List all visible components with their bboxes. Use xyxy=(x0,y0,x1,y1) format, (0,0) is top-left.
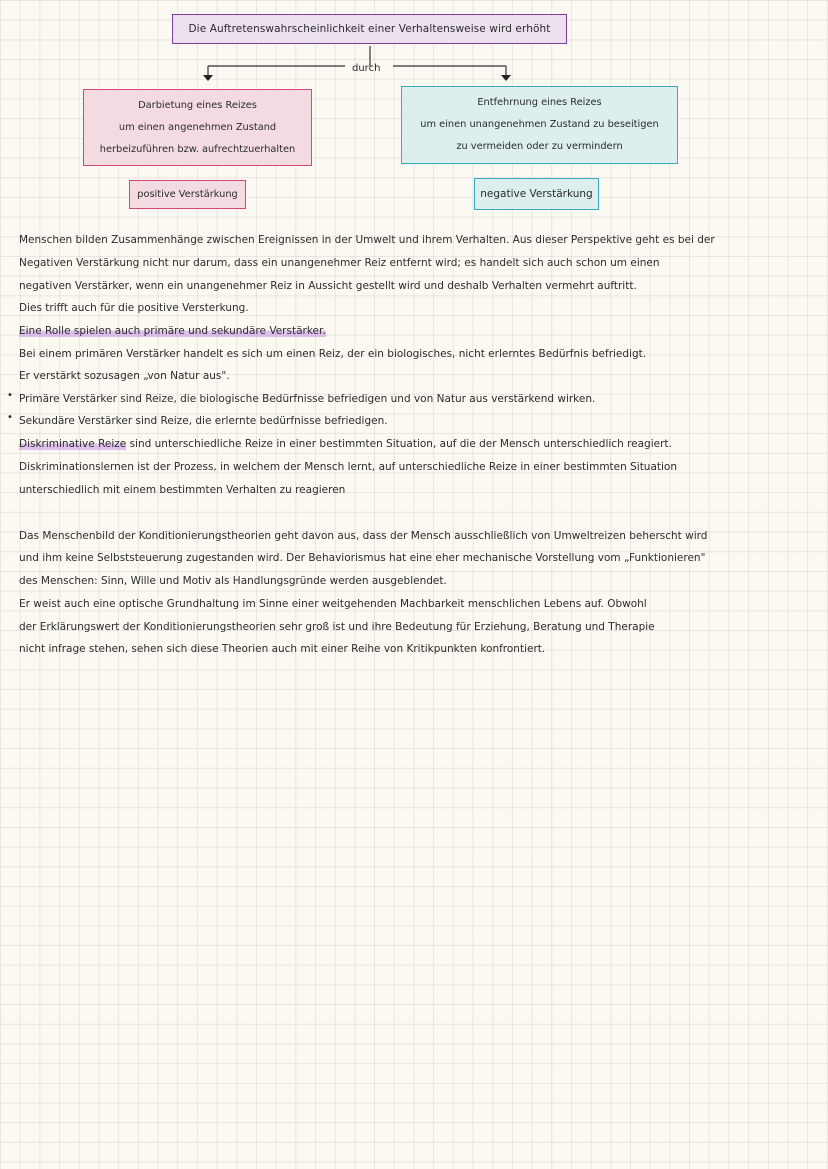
text-line: Dies trifft auch für die positive Versterkung. xyxy=(19,302,249,314)
negative-line-2: um einen unangenehmen Zustand zu beseitigen xyxy=(420,119,659,130)
text-line: Er weist auch eine optische Grundhaltung im Sinne einer weitgehenden Machbarkeit menschlichen Lebens auf. Obwohl xyxy=(19,598,647,610)
bullet-item: Sekundäre Verstärker sind Reize, die erlernte bedürfnisse befriedigen. xyxy=(19,415,388,427)
term-highlight: Diskriminative Reize xyxy=(19,438,127,450)
positive-line-3: herbeizuführen bzw. aufrechtzuerhalten xyxy=(99,143,296,155)
highlighted-text: Eine Rolle spielen auch primäre und sekundäre Verstärker. xyxy=(19,325,326,337)
positive-label-text: positive Verstärkung xyxy=(137,189,238,200)
positive-line-1: Darbietung eines Reizes xyxy=(138,99,257,111)
bullet-dot-icon: • xyxy=(7,390,13,401)
negative-condition-box xyxy=(401,86,678,164)
bullet-dot-icon: • xyxy=(7,412,13,423)
bullet-item: Primäre Verstärker sind Reize, die biologische Bedürfnisse befriedigen und von Natur aus verstärkend wirken. xyxy=(19,393,596,405)
negative-line-3: zu vermeiden oder zu vermindern xyxy=(456,141,623,152)
arrow-right-icon xyxy=(501,75,511,81)
top-statement-text: Die Auftretenswahrscheinlichkeit einer Verhaltensweise wird erhöht xyxy=(188,23,551,35)
text-line: Er verstärkt sozusagen „von Natur aus". xyxy=(19,370,230,382)
text-line: Bei einem primären Verstärker handelt es sich um einen Reiz, der ein biologisches, nicht erlerntes Bedürfnis befriedigt. xyxy=(19,348,647,360)
connector-arrows xyxy=(0,0,828,90)
term-definition: sind unterschiedliche Reize in einer bestimmten Situation, auf die der Mensch unterschiedlich reagiert. xyxy=(126,438,672,450)
text-line: Das Menschenbild der Konditionierungstheorien geht davon aus, dass der Mensch ausschließlich von Umweltreizen beherscht wird xyxy=(19,530,708,542)
text-line: unterschiedlich mit einem bestimmten Verhalten zu reagieren xyxy=(19,484,346,496)
text-line: der Erklärungswert der Konditionierungstheorien sehr groß ist und ihre Bedeutung für Erziehung, Beratung und Therapie xyxy=(19,621,655,633)
text-line: nicht infrage stehen, sehen sich diese Theorien auch mit einer Reihe von Kritikpunkten konfrontiert. xyxy=(19,643,546,655)
text-line: und ihm keine Selbststeuerung zugestanden wird. Der Behaviorismus hat eine eher mechanische Vorstellung vom „Funktionieren" xyxy=(19,552,706,564)
negative-reinforcement-label xyxy=(474,178,599,210)
text-line: negativen Verstärker, wenn ein unangenehmer Reiz in Aussicht gestellt wird und deshalb Verhalten vermehrt auftritt. xyxy=(19,280,637,292)
definition-line xyxy=(19,437,819,451)
negative-label-text: negative Verstärkung xyxy=(480,188,593,200)
positive-line-2: um einen angenehmen Zustand xyxy=(118,121,277,133)
text-line: Negativen Verstärkung nicht nur darum, dass ein unangenehmer Reiz entfernt wird; es handelt sich auch schon um einen xyxy=(19,257,660,269)
positive-condition-box xyxy=(83,89,312,166)
highlight-line xyxy=(19,324,819,338)
text-line: Diskriminationslernen ist der Prozess, in welchem der Mensch lernt, auf unterschiedliche Reize in einer bestimmten Situation xyxy=(19,461,678,473)
text-line: des Menschen: Sinn, Wille und Motiv als Handlungsgründe werden ausgeblendet. xyxy=(19,575,447,587)
text-line: Menschen bilden Zusammenhänge zwischen Ereignissen in der Umwelt und ihrem Verhalten. Aus dieser Perspektive geht es bei der xyxy=(19,234,715,246)
positive-reinforcement-label xyxy=(129,180,246,209)
negative-line-1: Entfehrnung eines Reizes xyxy=(477,97,602,108)
arrow-left-icon xyxy=(203,75,213,81)
connector-label: durch xyxy=(352,63,381,74)
